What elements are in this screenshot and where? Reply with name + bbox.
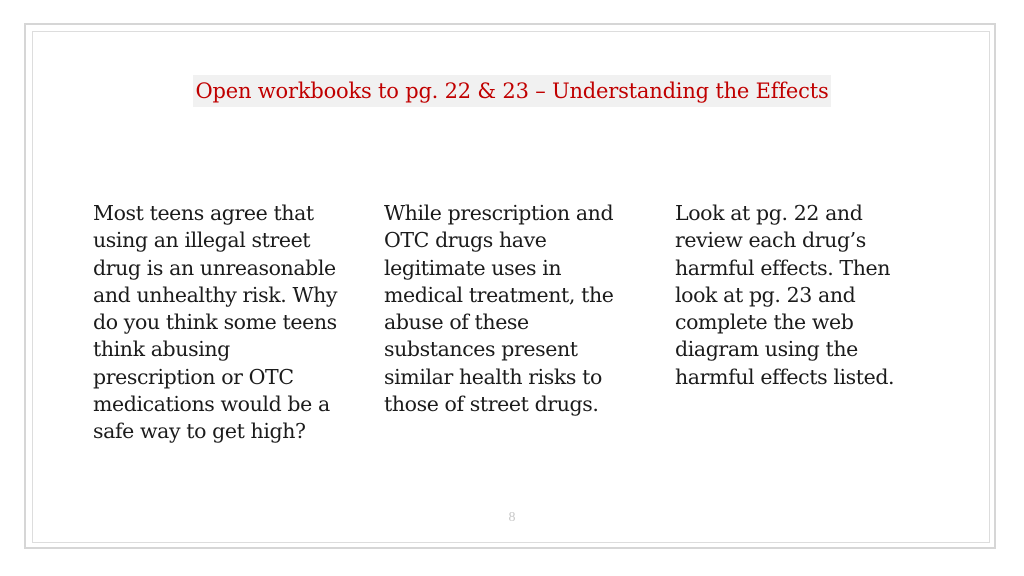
text-column-3: Look at pg. 22 and review each drug’s harmful effects. Then look at pg. 23 and complete the web diagram using the harmful effects listed. bbox=[675, 201, 895, 389]
text-column-1: Most teens agree that using an illegal street drug is an unreasonable and unhealthy risk. Why do you think some teens think abusing prescription or OTC medications would be a safe way to get high? bbox=[93, 201, 338, 444]
slide-title-container bbox=[0, 75, 1024, 107]
page-number: 8 bbox=[508, 510, 516, 525]
slide-title: Open workbooks to pg. 22 & 23 – Understanding the Effects bbox=[193, 75, 830, 107]
text-column-2: While prescription and OTC drugs have legitimate uses in medical treatment, the abuse of these substances present similar health risks to those of street drugs. bbox=[384, 201, 614, 417]
